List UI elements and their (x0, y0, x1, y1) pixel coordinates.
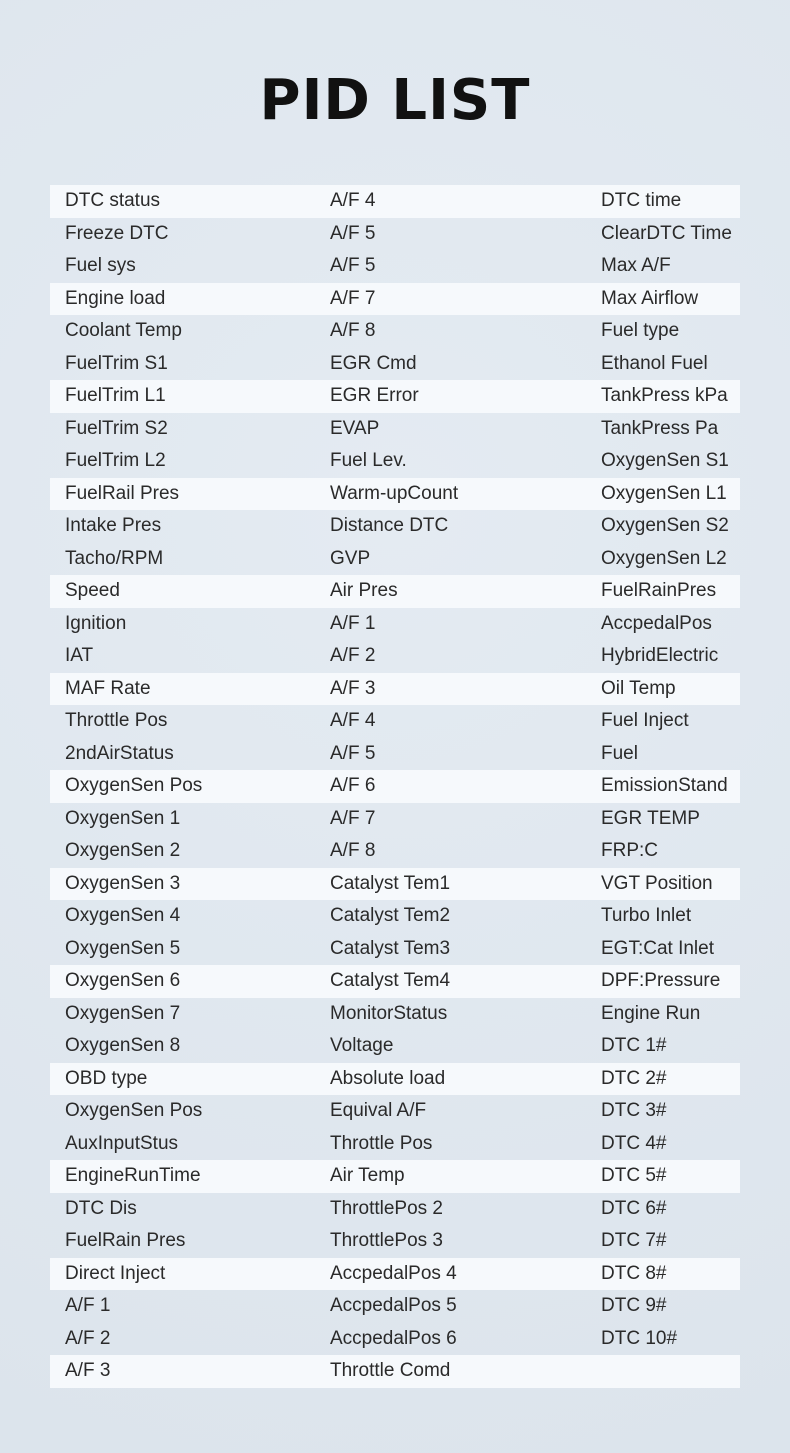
pid-cell: Fuel Inject (601, 710, 689, 731)
pid-cell: ClearDTC Time (601, 222, 732, 244)
table-row (50, 445, 740, 478)
pid-cell: Fuel sys (65, 255, 136, 276)
pid-cell: EGR TEMP (601, 807, 700, 829)
pid-cell: A/F 7 (330, 807, 376, 829)
table-row (50, 543, 740, 576)
pid-cell: AccpedalPos 5 (330, 1295, 457, 1316)
table-row (50, 1128, 740, 1161)
pid-cell: DTC 5# (601, 1165, 667, 1186)
pid-cell: Intake Pres (65, 515, 162, 536)
table-row (50, 933, 740, 966)
pid-cell: FuelTrim S2 (65, 417, 168, 439)
pid-cell: DPF:Pressure (601, 970, 721, 991)
pid-cell: OxygenSen 8 (65, 1035, 181, 1056)
pid-cell: EVAP (330, 417, 380, 439)
pid-cell: DTC 3# (601, 1100, 667, 1121)
pid-cell: Air Pres (330, 580, 398, 601)
pid-cell: OxygenSen 4 (65, 905, 181, 926)
pid-cell: Direct Inject (65, 1262, 166, 1284)
pid-cell: 2ndAirStatus (65, 742, 174, 764)
pid-cell: Freeze DTC (65, 222, 169, 244)
pid-cell: A/F 7 (330, 287, 376, 309)
pid-cell: FuelRain Pres (65, 1230, 186, 1251)
pid-cell: A/F 2 (330, 645, 376, 666)
table-row (50, 1355, 740, 1388)
pid-cell: AccpedalPos 6 (330, 1327, 457, 1349)
pid-cell: DTC 6# (601, 1197, 667, 1219)
pid-cell: DTC status (65, 190, 161, 211)
pid-cell: Absolute load (330, 1067, 446, 1089)
page-title: PID LIST (259, 68, 531, 133)
pid-cell: EGR Cmd (330, 352, 417, 374)
table-row (50, 738, 740, 771)
table-row (50, 575, 740, 608)
table-row (50, 478, 740, 511)
pid-cell: OxygenSen 6 (65, 970, 181, 991)
pid-cell: FuelRail Pres (65, 482, 180, 504)
pid-cell: OxygenSen 5 (65, 937, 181, 959)
pid-cell: A/F 8 (330, 320, 376, 341)
table-row (50, 998, 740, 1031)
pid-cell: Equival A/F (330, 1100, 427, 1121)
pid-cell: ThrottlePos 3 (330, 1230, 443, 1251)
pid-cell: A/F 1 (65, 1295, 111, 1316)
pid-cell: A/F 4 (330, 190, 376, 211)
pid-cell: OxygenSen L2 (601, 547, 727, 569)
pid-cell: Air Temp (330, 1165, 405, 1186)
pid-cell: A/F 2 (65, 1327, 111, 1349)
pid-cell: OBD type (65, 1067, 148, 1089)
pid-cell: A/F 3 (65, 1360, 111, 1381)
table-row (50, 770, 740, 803)
pid-cell: Warm-upCount (330, 482, 459, 504)
pid-cell: Tacho/RPM (65, 547, 164, 569)
pid-cell: IAT (65, 645, 94, 666)
pid-cell: FuelTrim L1 (65, 385, 166, 406)
pid-cell: DTC 9# (601, 1295, 667, 1316)
pid-cell: DTC 1# (601, 1035, 667, 1056)
table-row (50, 413, 740, 446)
table-row (50, 185, 740, 218)
table-row (50, 510, 740, 543)
pid-cell: FuelTrim L2 (65, 450, 166, 471)
pid-cell: Throttle Pos (330, 1132, 433, 1154)
pid-cell: DTC 4# (601, 1132, 667, 1154)
pid-cell: A/F 4 (330, 710, 376, 731)
table-row (50, 965, 740, 998)
pid-cell: Catalyst Tem4 (330, 970, 451, 991)
pid-cell: Voltage (330, 1035, 394, 1056)
pid-cell: OxygenSen 3 (65, 872, 181, 894)
pid-cell: DTC time (601, 190, 682, 211)
pid-cell: DTC 10# (601, 1327, 678, 1349)
pid-cell: FuelRainPres (601, 580, 717, 601)
pid-cell: EGT:Cat Inlet (601, 937, 714, 959)
pid-cell: EmissionStand (601, 775, 728, 796)
pid-cell: A/F 5 (330, 742, 376, 764)
table-row (50, 673, 740, 706)
pid-cell: Ethanol Fuel (601, 352, 708, 374)
table-row (50, 868, 740, 901)
pid-cell: TankPress kPa (601, 385, 728, 406)
pid-table (50, 185, 740, 1388)
pid-cell: DTC Dis (65, 1197, 137, 1219)
pid-cell: EngineRunTime (65, 1165, 201, 1186)
pid-cell: MAF Rate (65, 677, 151, 699)
pid-cell: Oil Temp (601, 677, 676, 699)
pid-cell: DTC 7# (601, 1230, 667, 1251)
pid-cell: Ignition (65, 612, 127, 634)
pid-cell: A/F 8 (330, 840, 376, 861)
pid-cell: OxygenSen 2 (65, 840, 181, 861)
table-row (50, 608, 740, 641)
pid-cell: A/F 5 (330, 222, 376, 244)
table-row (50, 348, 740, 381)
pid-cell: A/F 5 (330, 255, 376, 276)
table-row (50, 1160, 740, 1193)
table-row (50, 380, 740, 413)
table-row (50, 1063, 740, 1096)
pid-cell: GVP (330, 547, 371, 569)
pid-cell: DTC 8# (601, 1262, 667, 1284)
pid-cell: DTC 2# (601, 1067, 667, 1089)
table-row (50, 900, 740, 933)
pid-cell: Coolant Temp (65, 320, 182, 341)
pid-cell: Turbo Inlet (601, 905, 692, 926)
pid-cell: FRP:C (601, 840, 658, 861)
pid-cell: OxygenSen S2 (601, 515, 729, 536)
pid-cell: Throttle Pos (65, 710, 168, 731)
table-row (50, 705, 740, 738)
pid-cell: HybridElectric (601, 645, 719, 666)
pid-cell: AccpedalPos 4 (330, 1262, 457, 1284)
table-row (50, 1193, 740, 1226)
pid-cell: Fuel type (601, 320, 680, 341)
pid-cell: Distance DTC (330, 515, 449, 536)
pid-cell: Max Airflow (601, 287, 699, 309)
pid-cell: AuxInputStus (65, 1132, 179, 1154)
table-row (50, 1225, 740, 1258)
pid-cell: MonitorStatus (330, 1002, 448, 1024)
pid-cell: A/F 1 (330, 612, 376, 634)
pid-cell: Catalyst Tem1 (330, 872, 451, 894)
pid-cell: A/F 6 (330, 775, 376, 796)
pid-cell: Catalyst Tem3 (330, 937, 451, 959)
pid-cell: ThrottlePos 2 (330, 1197, 443, 1219)
pid-cell: OxygenSen S1 (601, 450, 729, 471)
pid-cell: OxygenSen Pos (65, 1100, 203, 1121)
table-row (50, 250, 740, 283)
pid-cell: EGR Error (330, 385, 419, 406)
pid-cell: A/F 3 (330, 677, 376, 699)
table-row (50, 1030, 740, 1063)
pid-cell: Fuel (601, 742, 638, 764)
pid-cell: VGT Position (601, 872, 713, 894)
pid-cell: AccpedalPos (601, 612, 712, 634)
table-row (50, 218, 740, 251)
table-row (50, 835, 740, 868)
pid-cell: OxygenSen 1 (65, 807, 181, 829)
pid-cell: Catalyst Tem2 (330, 905, 451, 926)
table-row (50, 315, 740, 348)
pid-cell: Throttle Comd (330, 1360, 451, 1381)
pid-cell: Engine load (65, 287, 166, 309)
table-row (50, 283, 740, 316)
pid-cell: Fuel Lev. (330, 450, 407, 471)
table-row (50, 1095, 740, 1128)
pid-cell: FuelTrim S1 (65, 352, 168, 374)
table-row (50, 1290, 740, 1323)
table-row (50, 640, 740, 673)
table-row (50, 1323, 740, 1356)
pid-cell: Speed (65, 580, 120, 601)
pid-cell: OxygenSen Pos (65, 775, 203, 796)
pid-cell: Engine Run (601, 1002, 701, 1024)
pid-cell: OxygenSen L1 (601, 482, 727, 504)
table-row (50, 1258, 740, 1291)
table-row (50, 803, 740, 836)
pid-cell: OxygenSen 7 (65, 1002, 181, 1024)
pid-cell: TankPress Pa (601, 417, 719, 439)
pid-cell: Max A/F (601, 255, 671, 276)
